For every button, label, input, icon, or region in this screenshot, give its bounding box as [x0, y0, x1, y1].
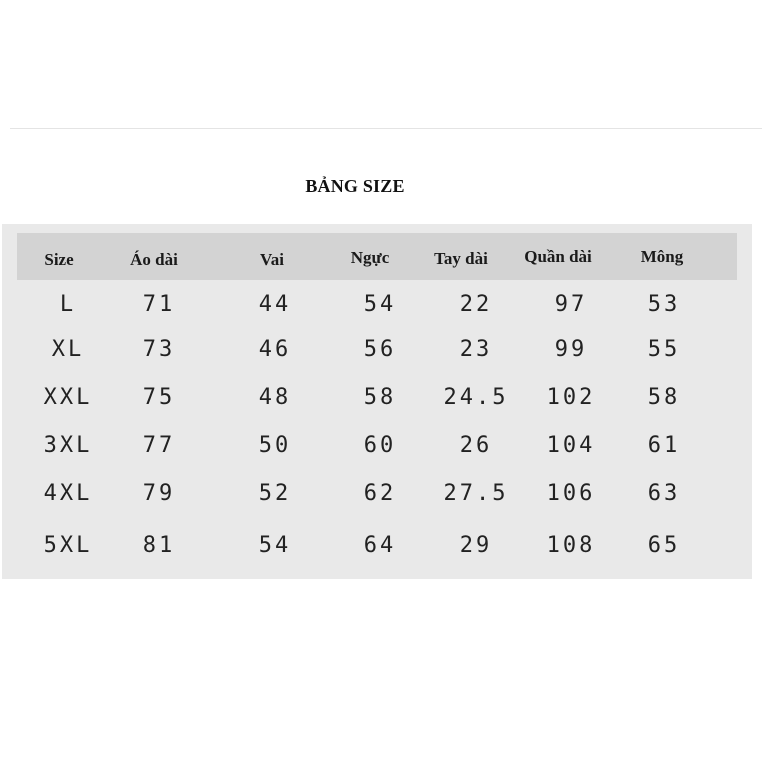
table-cell: 58: [363, 385, 397, 410]
table-cell: 5XL: [43, 533, 93, 558]
table-cell: 55: [647, 337, 681, 362]
table-cell: 73: [142, 337, 176, 362]
table-cell: 104: [546, 433, 596, 458]
page-title: BẢNG SIZE: [305, 176, 405, 196]
table-cell: 81: [142, 533, 176, 558]
table-cell: 29: [459, 533, 493, 558]
header-ao-dai: Áo dài: [130, 250, 178, 269]
table-cell: 53: [647, 292, 681, 317]
top-divider: [10, 128, 762, 129]
table-cell: 71: [142, 292, 176, 317]
table-cell: 97: [554, 292, 588, 317]
table-cell: 26: [459, 433, 493, 458]
table-cell: 52: [258, 481, 292, 506]
table-cell: 60: [363, 433, 397, 458]
table-cell: 62: [363, 481, 397, 506]
table-cell: 3XL: [43, 433, 93, 458]
header-mong: Mông: [640, 247, 684, 266]
table-cell: 4XL: [43, 481, 93, 506]
table-cell: 24.5: [443, 385, 509, 410]
table-cell: 77: [142, 433, 176, 458]
table-cell: 27.5: [443, 481, 509, 506]
table-cell: 48: [258, 385, 292, 410]
table-cell: XL: [51, 337, 85, 362]
table-cell: 22: [459, 292, 493, 317]
header-vai: Vai: [260, 250, 284, 269]
table-cell: 61: [647, 433, 681, 458]
header-nguc: Ngực: [350, 248, 390, 267]
table-cell: 58: [647, 385, 681, 410]
table-cell: 44: [258, 292, 292, 317]
table-cell: 64: [363, 533, 397, 558]
table-cell: 75: [142, 385, 176, 410]
header-quan-dai: Quần dài: [524, 247, 592, 266]
table-cell: 106: [546, 481, 596, 506]
table-cell: 79: [142, 481, 176, 506]
table-cell: 54: [363, 292, 397, 317]
table-cell: 23: [459, 337, 493, 362]
table-cell: 65: [647, 533, 681, 558]
table-cell: 56: [363, 337, 397, 362]
table-cell: 50: [258, 433, 292, 458]
table-cell: 54: [258, 533, 292, 558]
table-cell: 63: [647, 481, 681, 506]
table-cell: 46: [258, 337, 292, 362]
table-cell: 102: [546, 385, 596, 410]
table-cell: L: [59, 292, 77, 317]
header-size: Size: [44, 250, 74, 269]
size-table: [2, 224, 752, 579]
table-cell: XXL: [43, 385, 93, 410]
table-cell: 108: [546, 533, 596, 558]
header-tay-dai: Tay dài: [434, 249, 488, 268]
table-cell: 99: [554, 337, 588, 362]
